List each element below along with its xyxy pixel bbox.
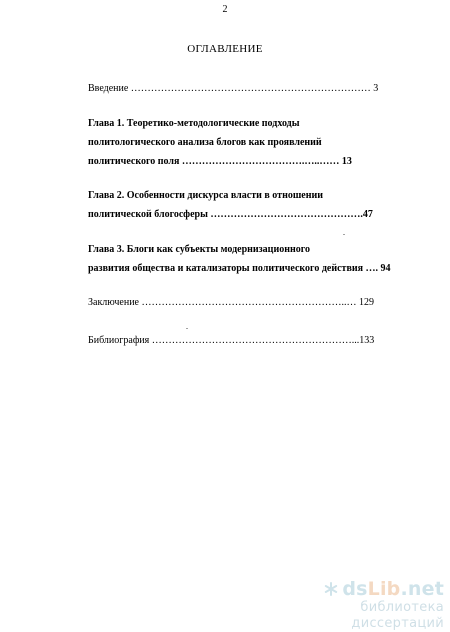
watermark-brand xyxy=(342,578,444,600)
watermark-brand-net: .net xyxy=(400,578,444,600)
toc-entry-bibliography: Библиография ……………………………………………………...133 xyxy=(88,335,375,346)
toc-entry-chapter-2-line-1: Глава 2. Особенности дискурса власти в отношении xyxy=(88,190,324,201)
watermark-subtitle: библиотека диссертаций xyxy=(351,600,444,631)
toc-entry-chapter-1-line-1: Глава 1. Теоретико-методологические подходы xyxy=(88,118,300,129)
stray-dot-mark: . xyxy=(343,228,345,237)
toc-entry-chapter-3-line-1: Глава 3. Блоги как субъекты модернизационного xyxy=(88,244,311,255)
watermark-brand-ds: ds xyxy=(342,578,368,600)
watermark-brand-lib: Lib xyxy=(367,578,401,600)
toc-entry-conclusion: Заключение ……………………………………………………..… 129 xyxy=(88,297,374,308)
dslib-watermark xyxy=(268,578,444,632)
toc-entry-introduction: Введение ……………………………………………………………… 3 xyxy=(88,83,379,94)
document-title: ОГЛАВЛЕНИЕ xyxy=(187,43,263,55)
toc-entry-chapter-1-line-2: политологического анализа блогов как проявлений xyxy=(88,137,322,148)
toc-entry-chapter-3-line-2: развития общества и катализаторы политического действия …. 94 xyxy=(88,263,391,274)
asterisk-icon xyxy=(324,582,338,596)
toc-entry-chapter-1-line-3: политического поля ……………………………….…..…… 13 xyxy=(88,156,352,167)
page-number: 2 xyxy=(222,4,228,15)
stray-dot-mark: . xyxy=(186,322,188,331)
toc-entry-chapter-2-line-2: политической блогосферы ……………………………………….47 xyxy=(88,209,373,220)
